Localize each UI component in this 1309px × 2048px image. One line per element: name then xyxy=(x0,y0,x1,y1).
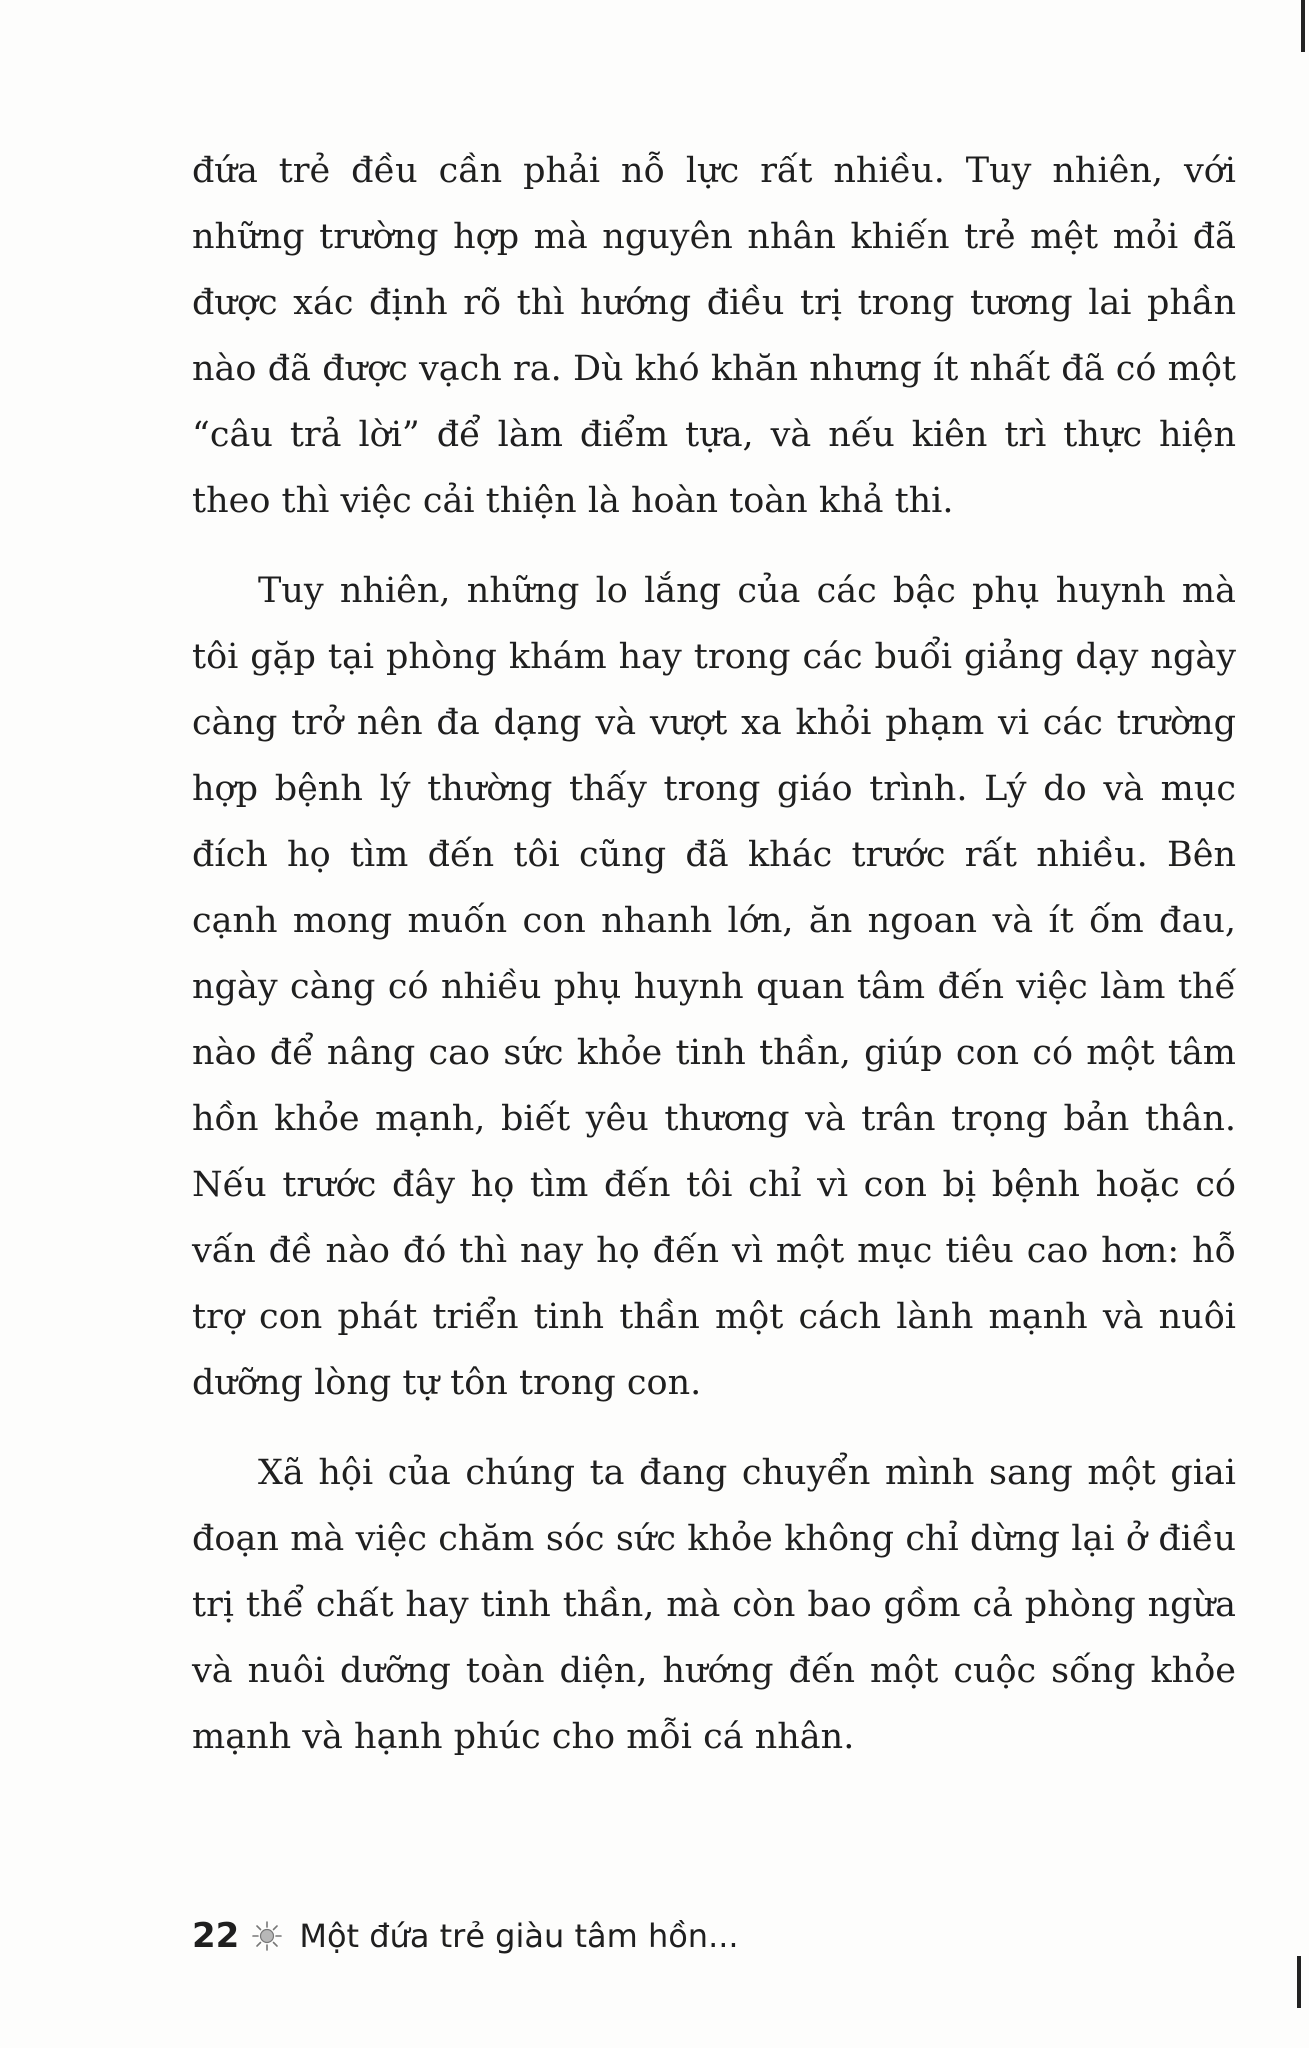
running-title: Một đứa trẻ giàu tâm hồn... xyxy=(299,1917,739,1955)
paragraph: Tuy nhiên, những lo lắng của các bậc phụ huynh mà tôi gặp tại phòng khám hay trong các buổi giảng dạy ngày càng trở nên đa dạng và vượt xa khỏi phạm vi các trường hợp bệnh lý thường thấy trong giáo trình. Lý do và mục đích họ tìm đến tôi cũng đã khác trước rất nhiều. Bên cạnh mong muốn con nhanh lớn, ăn ngoan và ít ốm đau, ngày càng có nhiều phụ huynh quan tâm đến việc làm thế nào để nâng cao sức khỏe tinh thần, giúp con có một tâm hồn khỏe mạnh, biết yêu thương và trân trọng bản thân. Nếu trước đây họ tìm đến tôi chỉ vì con bị bệnh hoặc có vấn đề nào đó thì nay họ đến vì một mục tiêu cao hơn: hỗ trợ con phát triển tinh thần một cách lành mạnh và nuôi dưỡng lòng tự tôn trong con. xyxy=(192,571,1236,1403)
page-footer xyxy=(192,1912,739,1960)
sun-icon xyxy=(251,1920,283,1952)
body-text xyxy=(192,138,1236,1770)
page-edge-mark xyxy=(1297,1956,1301,2008)
page-edge-mark xyxy=(1301,0,1305,52)
paragraph-continuation: đứa trẻ đều cần phải nỗ lực rất nhiều. Tuy nhiên, với những trường hợp mà nguyên nhân khiến trẻ mệt mỏi đã được xác định rõ thì hướng điều trị trong tương lai phần nào đã được vạch ra. Dù khó khăn nhưng ít nhất đã có một “câu trả lời” để làm điểm tựa, và nếu kiên trì thực hiện theo thì việc cải thiện là hoàn toàn khả thi. xyxy=(192,151,1236,521)
page-number: 22 xyxy=(192,1916,240,1956)
paragraph: Xã hội của chúng ta đang chuyển mình sang một giai đoạn mà việc chăm sóc sức khỏe không chỉ dừng lại ở điều trị thể chất hay tinh thần, mà còn bao gồm cả phòng ngừa và nuôi dưỡng toàn diện, hướng đến một cuộc sống khỏe mạnh và hạnh phúc cho mỗi cá nhân. xyxy=(192,1453,1236,1757)
